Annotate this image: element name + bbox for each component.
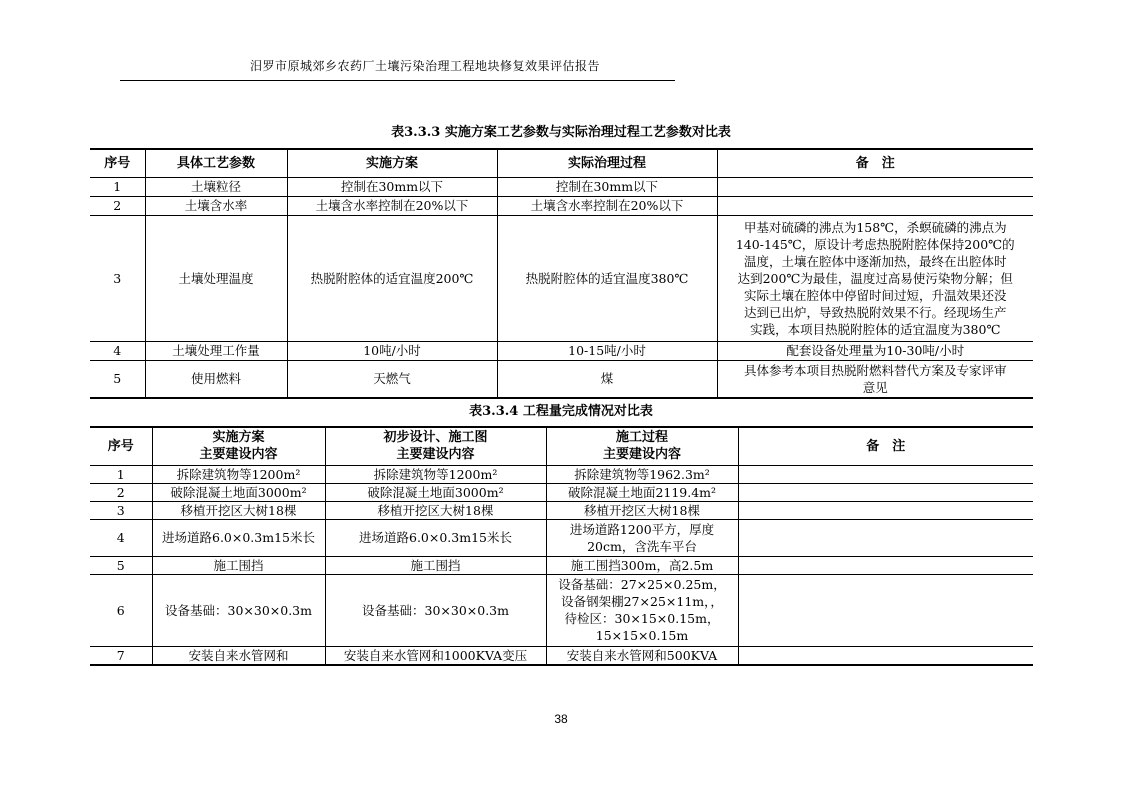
col-header-actual: 实际治理过程 [497,149,717,177]
plan-cell: 土壤含水率控制在20%以下 [287,196,497,215]
remark-cell [738,574,1033,646]
table-row [90,501,1033,519]
row-number: 1 [90,465,152,483]
remark-line: 实际土壤在腔体中停留时间过短，升温效果还没 [743,287,1007,303]
col-header-remark: 备 注 [738,427,1033,465]
col-header-no: 序号 [90,427,152,465]
process-line: 移植开挖区大树18棵 [584,502,700,518]
process-line: 进场道路1200平方，厚度 [569,521,715,537]
param-cell: 使用燃料 [145,360,287,398]
table-row [90,177,1033,196]
process-line: 施工围挡300m，高2.5m [570,557,714,573]
plan-cell: 天燃气 [287,360,497,398]
process-cell [546,501,738,519]
param-cell: 土壤处理工作量 [145,341,287,360]
header-divider [120,80,675,81]
remark-cell [717,196,1033,215]
row-number: 1 [90,177,145,196]
actual-cell: 煤 [497,360,717,398]
design-cell: 破除混凝土地面3000m² [325,483,546,501]
remark-line: 具体参考本项目热脱附燃料替代方案及专家评审 [743,362,1007,378]
remark-line: 达到200℃为最佳，温度过高易使污染物分解；但 [737,270,1013,286]
design-cell: 设备基础：30×30×0.3m [325,574,546,646]
process-line: 待检区：30×15×0.15m， [564,611,720,626]
design-cell: 拆除建筑物等1200m² [325,465,546,483]
actual-cell: 10-15吨/小时 [497,341,717,360]
remark-cell [738,556,1033,574]
remark-cell [717,177,1033,196]
row-number: 6 [90,574,152,646]
process-cell [546,574,738,646]
param-cell: 土壤含水率 [145,196,287,215]
actual-cell: 控制在30mm以下 [497,177,717,196]
process-cell [546,483,738,501]
row-number: 4 [90,341,145,360]
process-line: 拆除建筑物等1962.3m² [574,466,710,482]
row-number: 4 [90,519,152,556]
table2-caption: 表3.3.4 工程量完成情况对比表 [469,404,653,419]
remark-line: 140-145℃，原设计考虑热脱附腔体保持200℃的 [735,236,1015,252]
remark-line: 达到已出炉，导致热脱附效果不行。经现场生产 [743,304,1007,320]
header-line: 初步设计、施工图 [383,430,488,446]
process-line: 20cm，含洗车平台 [587,538,697,554]
col-header-process [546,427,738,465]
row-number: 2 [90,196,145,215]
remark-cell [717,215,1033,341]
table1-caption: 表3.3.3 实施方案工艺参数与实际治理过程工艺参数对比表 [391,125,731,140]
workload-comparison-table [90,426,1033,666]
actual-cell: 热脱附腔体的适宜温度380℃ [497,215,717,341]
process-line: 破除混凝土地面2119.4m² [567,484,717,500]
param-cell: 土壤处理温度 [145,215,287,341]
row-number: 5 [90,556,152,574]
table-row [90,646,1033,665]
row-number: 5 [90,360,145,398]
col-header-no: 序号 [90,149,145,177]
row-number: 2 [90,483,152,501]
remark-line: 意见 [862,379,888,395]
process-line: 设备钢架棚27×25×11m，， [561,594,723,609]
process-cell [546,646,738,665]
table-header-row [90,427,1033,465]
report-header-title: 汨罗市原城郊乡农药厂土壤污染治理工程地块修复效果评估报告 [250,59,601,73]
plan-cell: 热脱附腔体的适宜温度200℃ [287,215,497,341]
col-header-plan [152,427,325,465]
plan-cell: 拆除建筑物等1200m² [152,465,325,483]
table-row [90,196,1033,215]
process-cell [546,519,738,556]
design-cell: 施工围挡 [325,556,546,574]
design-cell: 安装自来水管网和1000KVA变压 [325,646,546,665]
row-number: 7 [90,646,152,665]
header-line: 主要建设内容 [602,447,681,463]
col-header-param: 具体工艺参数 [145,149,287,177]
remark-line: 实践，本项目热脱附腔体的适宜温度为380℃ [750,321,1001,337]
plan-cell: 破除混凝土地面3000m² [152,483,325,501]
table-row [90,215,1033,341]
table-row [90,360,1033,398]
plan-cell: 控制在30mm以下 [287,177,497,196]
design-cell: 移植开挖区大树18棵 [325,501,546,519]
process-cell [546,465,738,483]
remark-cell [717,360,1033,398]
process-line: 设备基础：27×25×0.25m， [558,577,726,592]
process-cell [546,556,738,574]
process-line: 15×15×0.15m [595,628,689,643]
header-line: 施工过程 [615,430,668,446]
plan-cell: 安装自来水管网和 [152,646,325,665]
actual-cell: 土壤含水率控制在20%以下 [497,196,717,215]
plan-cell: 设备基础：30×30×0.3m [152,574,325,646]
table-row [90,465,1033,483]
header-line: 实施方案 [212,430,265,446]
table-header-row [90,149,1033,177]
plan-cell: 10吨/小时 [287,341,497,360]
row-number: 3 [90,501,152,519]
table-row [90,556,1033,574]
remark-line: 温度，土壤在腔体中逐渐加热，最终在出腔体时 [743,253,1007,269]
remark-cell [738,646,1033,665]
table-row [90,574,1033,646]
param-cell: 土壤粒径 [145,177,287,196]
remark-cell [738,483,1033,501]
remark-line: 甲基对硫磷的沸点为158℃，杀螟硫磷的沸点为 [743,219,1007,235]
col-header-design [325,427,546,465]
table-row [90,341,1033,360]
plan-cell: 施工围挡 [152,556,325,574]
process-parameter-table [90,148,1033,399]
col-header-remark: 备 注 [717,149,1033,177]
remark-cell [738,501,1033,519]
col-header-plan: 实施方案 [287,149,497,177]
process-line: 安装自来水管网和500KVA [566,647,718,663]
remark-cell [738,519,1033,556]
table-row [90,519,1033,556]
header-line: 主要建设内容 [396,447,475,463]
remark-cell [738,465,1033,483]
design-cell: 进场道路6.0×0.3m15米长 [325,519,546,556]
remark-cell: 配套设备处理量为10-30吨/小时 [717,341,1033,360]
plan-cell: 进场道路6.0×0.3m15米长 [152,519,325,556]
row-number: 3 [90,215,145,341]
header-line: 主要建设内容 [199,447,278,463]
plan-cell: 移植开挖区大树18棵 [152,501,325,519]
table-row [90,483,1033,501]
page-number: 38 [554,712,568,726]
